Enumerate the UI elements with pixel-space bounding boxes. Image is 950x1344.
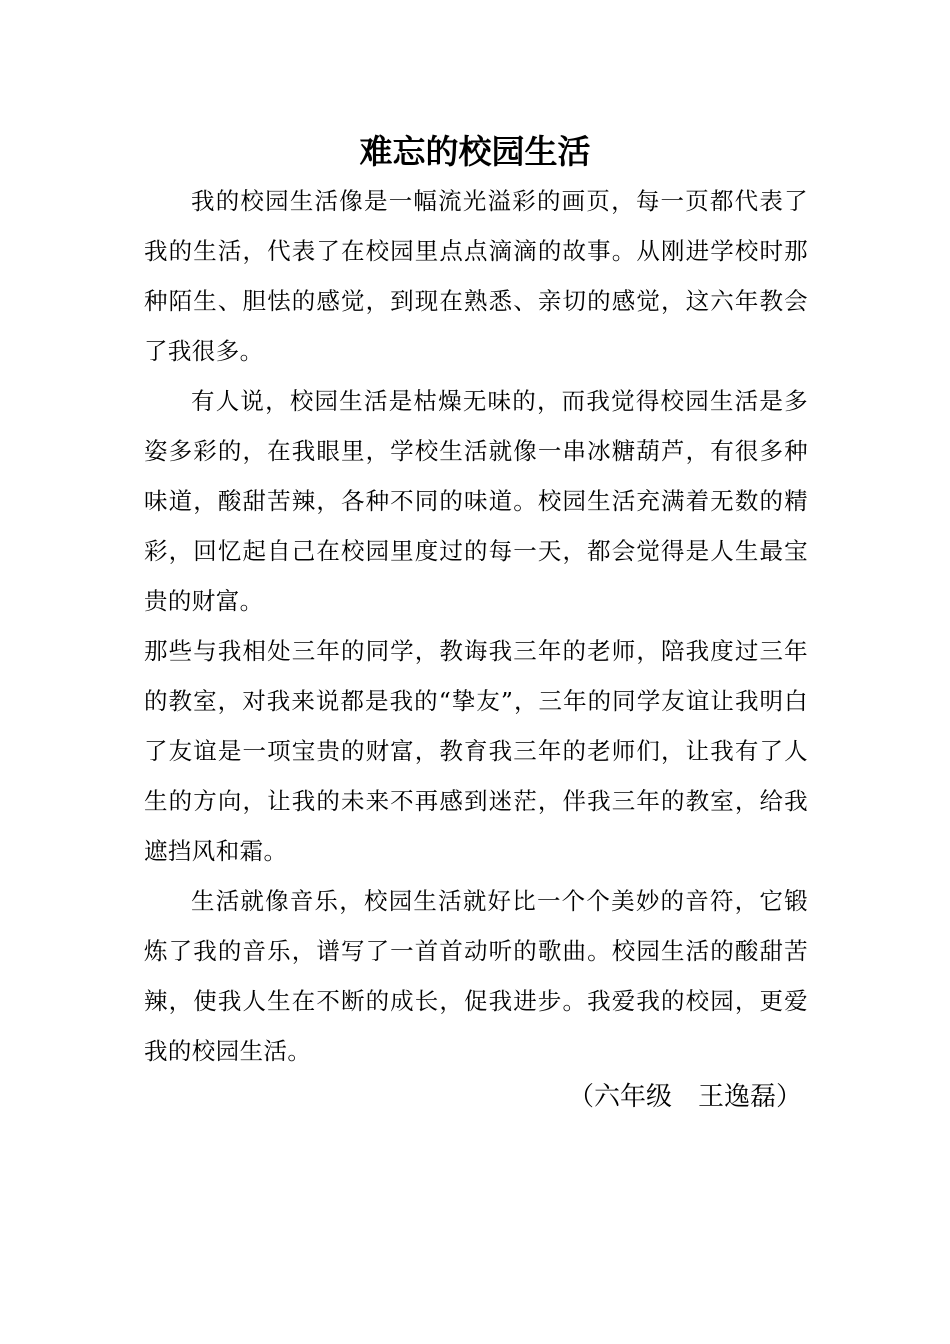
document-title: 难忘的校园生活 <box>359 132 591 171</box>
author-signature: （六年级 王逸磊） <box>567 1082 802 1112</box>
paragraph-4: 生活就像音乐，校园生活就好比一个个美妙的音符，它锻炼了我的音乐，谱写了一首首动听的歌曲。校园生活的酸甜苦辣，使我人生在不断的成长，促我进步。我爱我的校园，更爱我的校园生活。 <box>144 887 808 1065</box>
paragraph-3: 那些与我相处三年的同学，教诲我三年的老师，陪我度过三年的教室，对我来说都是我的“挚友”，三年的同学友谊让我明白了友谊是一项宝贵的财富，教育我三年的老师们，让我有了人生的方向，让我的未来不再感到迷茫，伴我三年的教室，给我遮挡风和霜。 <box>144 637 808 865</box>
document-body <box>144 176 808 1076</box>
paragraph-2: 有人说，校园生活是枯燥无味的，而我觉得校园生活是多姿多彩的，在我眼里，学校生活就像一串冰糖葫芦，有很多种味道，酸甜苦辣，各种不同的味道。校园生活充满着无数的精彩，回忆起自己在校园里度过的每一天，都会觉得是人生最宝贵的财富。 <box>144 387 808 615</box>
paragraph-1: 我的校园生活像是一幅流光溢彩的画页，每一页都代表了我的生活，代表了在校园里点点滴滴的故事。从刚进学校时那种陌生、胆怯的感觉，到现在熟悉、亲切的感觉，这六年教会了我很多。 <box>144 187 808 365</box>
